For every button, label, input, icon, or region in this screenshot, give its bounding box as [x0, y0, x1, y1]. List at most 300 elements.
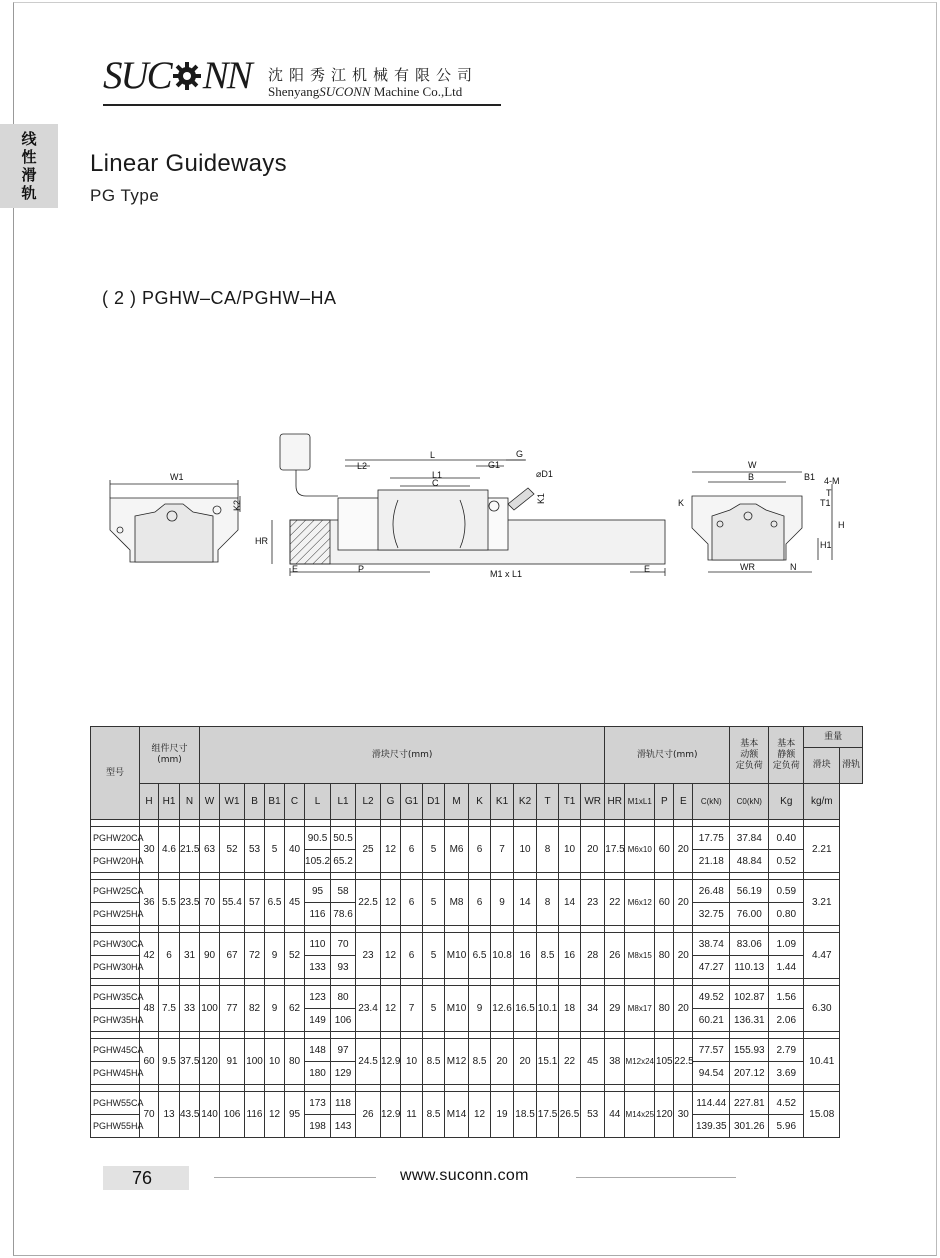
label-k2: K2: [232, 499, 242, 511]
table-cell: 1.09: [769, 933, 804, 956]
label-l1: L1: [432, 470, 443, 480]
column-header: T1: [559, 784, 581, 820]
table-cell: 102.87: [730, 986, 769, 1009]
table-cell: 110: [305, 933, 331, 956]
table-cell: 77: [220, 986, 245, 1032]
label-k1: K1: [536, 492, 546, 504]
sidebar-char: 性: [21, 148, 37, 166]
table-cell: 95: [305, 880, 331, 903]
table-cell: 9.5: [159, 1039, 180, 1085]
column-header: B1: [265, 784, 285, 820]
table-cell: M6x10: [625, 827, 655, 873]
table-row: [91, 1092, 863, 1115]
table-cell: 17.5: [537, 1092, 559, 1138]
table-cell: 50.5: [331, 827, 356, 850]
label-c: C: [432, 478, 439, 488]
table-cell: 22: [559, 1039, 581, 1085]
label-e-right: E: [644, 564, 651, 574]
table-cell: 37.84: [730, 827, 769, 850]
table-cell: 6: [469, 827, 491, 873]
table-cell: 40: [285, 827, 305, 873]
logo-underline: [103, 104, 501, 106]
footer-rule-right: [576, 1177, 736, 1178]
header-weight-block: 滑块: [804, 748, 840, 784]
table-cell: 19: [491, 1092, 514, 1138]
label-b1: B1: [804, 472, 816, 482]
table-cell: 42: [140, 933, 159, 979]
table-cell: 118: [331, 1092, 356, 1115]
table-cell: 10.8: [491, 933, 514, 979]
table-cell: 5: [423, 880, 445, 926]
table-cell: 17.5: [605, 827, 625, 873]
label-l2: L2: [357, 461, 368, 471]
table-cell: 12: [381, 880, 401, 926]
table-cell: 9: [491, 880, 514, 926]
table-cell: 60: [655, 880, 674, 926]
table-cell: 78.6: [331, 903, 356, 926]
table-cell: 33: [180, 986, 200, 1032]
table-cell: 77.57: [693, 1039, 730, 1062]
table-cell: 173: [305, 1092, 331, 1115]
model-cell: PGHW45CA: [91, 1039, 140, 1062]
table-cell: 23: [581, 880, 605, 926]
column-header: K: [469, 784, 491, 820]
column-header: D1: [423, 784, 445, 820]
table-cell: 20: [581, 827, 605, 873]
table-cell: M10: [445, 986, 469, 1032]
spec-table: [90, 726, 863, 1138]
column-header: L2: [356, 784, 381, 820]
table-cell: 6: [469, 880, 491, 926]
table-cell: 20: [491, 1039, 514, 1085]
table-cell: 32.75: [693, 903, 730, 926]
table-cell: 30: [674, 1092, 693, 1138]
table-cell: 20: [674, 933, 693, 979]
header-static-load: 基本 静额 定负荷: [769, 727, 804, 784]
page-title: Linear Guideways: [90, 150, 287, 177]
table-cell: 36: [140, 880, 159, 926]
table-cell: 53: [581, 1092, 605, 1138]
table-cell: 0.52: [769, 850, 804, 873]
table-cell: 80: [331, 986, 356, 1009]
table-cell: 76.00: [730, 903, 769, 926]
label-h: H: [838, 520, 845, 530]
table-cell: 15.08: [804, 1092, 840, 1138]
table-cell: M8x17: [625, 986, 655, 1032]
header-group-rail: 滑轨尺寸(mm): [605, 727, 730, 784]
table-cell: 34: [581, 986, 605, 1032]
footer-rule-left: [214, 1177, 376, 1178]
table-cell: 49.52: [693, 986, 730, 1009]
table-cell: 4.6: [159, 827, 180, 873]
header-group-weight: 重量: [804, 727, 863, 748]
table-cell: 14: [514, 880, 537, 926]
table-row: [91, 1039, 863, 1062]
table-cell: 7: [491, 827, 514, 873]
table-cell: 12: [381, 827, 401, 873]
table-cell: 4.52: [769, 1092, 804, 1115]
table-cell: 20: [674, 986, 693, 1032]
column-header: E: [674, 784, 693, 820]
table-cell: 12: [265, 1092, 285, 1138]
end-view-right: [692, 472, 832, 572]
table-cell: 83.06: [730, 933, 769, 956]
table-cell: 48.84: [730, 850, 769, 873]
table-row: [91, 986, 863, 1009]
table-cell: 38.74: [693, 933, 730, 956]
company-en-brand: SUCONN: [319, 84, 371, 99]
column-header: N: [180, 784, 200, 820]
model-cell: PGHW35CA: [91, 986, 140, 1009]
table-cell: 12: [469, 1092, 491, 1138]
label-m1l1: M1 x L1: [490, 569, 523, 579]
table-cell: 9: [265, 986, 285, 1032]
table-cell: 6: [401, 933, 423, 979]
label-4m: 4-M: [824, 476, 840, 486]
column-header: G: [381, 784, 401, 820]
company-name-cn: 沈阳秀江机械有限公司: [268, 66, 479, 84]
table-cell: 227.81: [730, 1092, 769, 1115]
table-cell: 20: [674, 827, 693, 873]
table-cell: 45: [581, 1039, 605, 1085]
table-cell: 93: [331, 956, 356, 979]
table-cell: 7.5: [159, 986, 180, 1032]
table-cell: 10: [514, 827, 537, 873]
table-cell: 2.06: [769, 1009, 804, 1032]
model-cell: PGHW20HA: [91, 850, 140, 873]
table-cell: 116: [305, 903, 331, 926]
label-w1: W1: [170, 472, 184, 482]
table-cell: 90: [200, 933, 220, 979]
table-cell: 12: [381, 986, 401, 1032]
table-cell: 6: [401, 880, 423, 926]
table-cell: M6: [445, 827, 469, 873]
table-cell: 20: [674, 880, 693, 926]
table-cell: 26.48: [693, 880, 730, 903]
table-cell: 22.5: [674, 1039, 693, 1085]
table-cell: 25: [356, 827, 381, 873]
table-cell: 114.44: [693, 1092, 730, 1115]
table-cell: 1.44: [769, 956, 804, 979]
column-header: W: [200, 784, 220, 820]
column-header: C0(kN): [730, 784, 769, 820]
label-n: N: [790, 562, 797, 572]
table-cell: 12.6: [491, 986, 514, 1032]
column-header: G1: [401, 784, 423, 820]
table-cell: 10: [401, 1039, 423, 1085]
table-cell: 80: [655, 933, 674, 979]
column-header: HR: [605, 784, 625, 820]
table-cell: 105: [655, 1039, 674, 1085]
table-cell: 18: [559, 986, 581, 1032]
table-cell: 106: [220, 1092, 245, 1138]
table-cell: 8: [537, 827, 559, 873]
table-cell: 180: [305, 1062, 331, 1085]
table-cell: 70: [200, 880, 220, 926]
table-row: [91, 827, 863, 850]
table-cell: 301.26: [730, 1115, 769, 1138]
model-cell: PGHW55HA: [91, 1115, 140, 1138]
table-cell: 14: [559, 880, 581, 926]
table-cell: 12: [381, 933, 401, 979]
label-l: L: [430, 450, 436, 460]
table-cell: 48: [140, 986, 159, 1032]
table-cell: 28: [581, 933, 605, 979]
table-cell: 58: [331, 880, 356, 903]
table-cell: 13: [159, 1092, 180, 1138]
table-cell: 26.5: [559, 1092, 581, 1138]
model-cell: PGHW55CA: [91, 1092, 140, 1115]
label-d1: ⌀D1: [536, 469, 553, 479]
header-group-assembly: 组件尺寸 (mm): [140, 727, 200, 784]
column-header: K1: [491, 784, 514, 820]
table-cell: M14x25: [625, 1092, 655, 1138]
table-cell: 80: [655, 986, 674, 1032]
table-cell: 67: [220, 933, 245, 979]
label-b: B: [748, 472, 755, 482]
header-group-block: 滑块尺寸(mm): [200, 727, 605, 784]
table-cell: 57: [245, 880, 265, 926]
table-cell: 11: [401, 1092, 423, 1138]
table-cell: 133: [305, 956, 331, 979]
sidebar-category-tab: [0, 124, 58, 208]
table-cell: 29: [605, 986, 625, 1032]
header-model: 型号: [91, 727, 140, 820]
table-cell: 18.5: [514, 1092, 537, 1138]
table-cell: 0.59: [769, 880, 804, 903]
model-cell: PGHW20CA: [91, 827, 140, 850]
table-cell: 207.12: [730, 1062, 769, 1085]
table-cell: 21.5: [180, 827, 200, 873]
table-cell: 52: [285, 933, 305, 979]
table-cell: 5: [423, 827, 445, 873]
table-cell: 15.1: [537, 1039, 559, 1085]
table-cell: 22: [605, 880, 625, 926]
table-cell: 1.56: [769, 986, 804, 1009]
table-cell: 24.5: [356, 1039, 381, 1085]
column-header: C(kN): [693, 784, 730, 820]
table-cell: 5: [423, 933, 445, 979]
table-cell: 5: [423, 986, 445, 1032]
table-cell: 44: [605, 1092, 625, 1138]
table-cell: 26: [605, 933, 625, 979]
label-h1: H1: [820, 540, 832, 550]
table-cell: 120: [655, 1092, 674, 1138]
column-header: kg/m: [804, 784, 840, 820]
column-header: K2: [514, 784, 537, 820]
table-cell: 100: [200, 986, 220, 1032]
table-cell: 0.80: [769, 903, 804, 926]
table-cell: 37.5: [180, 1039, 200, 1085]
label-w: W: [748, 460, 757, 470]
table-cell: 82: [245, 986, 265, 1032]
section-heading: ( 2 ) PGHW–CA/PGHW–HA: [102, 288, 337, 308]
table-cell: 6.5: [265, 880, 285, 926]
table-cell: 8.5: [423, 1092, 445, 1138]
table-cell: 20: [514, 1039, 537, 1085]
guideway-drawing: [100, 420, 860, 590]
company-en-prefix: Shenyang: [268, 84, 320, 99]
label-hr: HR: [255, 536, 268, 546]
table-cell: 9: [469, 986, 491, 1032]
table-cell: 110.13: [730, 956, 769, 979]
sidebar-char: 轨: [21, 184, 37, 202]
table-cell: 30: [140, 827, 159, 873]
column-header: H1: [159, 784, 180, 820]
logo-text-left: SUC: [103, 54, 171, 97]
table-cell: 0.40: [769, 827, 804, 850]
table-cell: 91: [220, 1039, 245, 1085]
table-cell: 8: [537, 880, 559, 926]
table-cell: 16.5: [514, 986, 537, 1032]
column-header: Kg: [769, 784, 804, 820]
model-cell: PGHW30HA: [91, 956, 140, 979]
label-g1: G1: [488, 460, 501, 470]
table-cell: 65.2: [331, 850, 356, 873]
table-cell: 116: [245, 1092, 265, 1138]
table-cell: 3.69: [769, 1062, 804, 1085]
company-name-en: [268, 84, 462, 100]
end-view-left: [110, 480, 240, 562]
column-header: L: [305, 784, 331, 820]
column-header: C: [285, 784, 305, 820]
table-cell: 23: [356, 933, 381, 979]
table-cell: 31: [180, 933, 200, 979]
table-cell: 129: [331, 1062, 356, 1085]
column-header: M1xL1: [625, 784, 655, 820]
table-cell: M14: [445, 1092, 469, 1138]
table-cell: 6: [401, 827, 423, 873]
table-cell: 60: [140, 1039, 159, 1085]
table-cell: 148: [305, 1039, 331, 1062]
table-cell: 6: [159, 933, 180, 979]
table-cell: 143: [331, 1115, 356, 1138]
company-logo: [103, 56, 251, 99]
table-cell: 70: [140, 1092, 159, 1138]
label-g: G: [516, 449, 524, 459]
table-cell: 9: [265, 933, 285, 979]
table-cell: 12.9: [381, 1039, 401, 1085]
table-cell: 43.5: [180, 1092, 200, 1138]
table-cell: 105.2: [305, 850, 331, 873]
table-cell: 4.47: [804, 933, 840, 979]
table-cell: 63: [200, 827, 220, 873]
table-cell: M12: [445, 1039, 469, 1085]
table-cell: M6x12: [625, 880, 655, 926]
table-cell: 5.5: [159, 880, 180, 926]
table-cell: 12.9: [381, 1092, 401, 1138]
table-cell: 2.21: [804, 827, 840, 873]
company-en-suffix: Machine Co.,Ltd: [373, 84, 463, 99]
column-header: M: [445, 784, 469, 820]
gear-icon: [172, 59, 202, 99]
side-view: [272, 434, 665, 576]
column-header: L1: [331, 784, 356, 820]
table-cell: 8.5: [469, 1039, 491, 1085]
column-header: T: [537, 784, 559, 820]
table-cell: 23.4: [356, 986, 381, 1032]
label-k: K: [678, 498, 685, 508]
column-header: WR: [581, 784, 605, 820]
table-cell: 136.31: [730, 1009, 769, 1032]
model-cell: PGHW45HA: [91, 1062, 140, 1085]
footer-url[interactable]: www.suconn.com: [400, 1167, 529, 1184]
table-cell: 3.21: [804, 880, 840, 926]
column-header: P: [655, 784, 674, 820]
table-cell: 10: [265, 1039, 285, 1085]
table-cell: M10: [445, 933, 469, 979]
table-cell: 52: [220, 827, 245, 873]
table-cell: 21.18: [693, 850, 730, 873]
table-row: [91, 880, 863, 903]
table-cell: 7: [401, 986, 423, 1032]
table-cell: 53: [245, 827, 265, 873]
table-cell: 10: [559, 827, 581, 873]
table-cell: 120: [200, 1039, 220, 1085]
table-cell: 47.27: [693, 956, 730, 979]
column-header: H: [140, 784, 159, 820]
model-cell: PGHW25CA: [91, 880, 140, 903]
table-cell: 97: [331, 1039, 356, 1062]
header-dynamic-load: 基本 动额 定负荷: [730, 727, 769, 784]
table-cell: 60: [655, 827, 674, 873]
table-cell: 55.4: [220, 880, 245, 926]
table-cell: 95: [285, 1092, 305, 1138]
table-cell: 5: [265, 827, 285, 873]
page-subtitle: PG Type: [90, 186, 160, 205]
table-row: [91, 933, 863, 956]
logo-text-right: NN: [202, 54, 251, 97]
table-cell: 6.30: [804, 986, 840, 1032]
table-cell: 62: [285, 986, 305, 1032]
table-cell: 106: [331, 1009, 356, 1032]
model-cell: PGHW35HA: [91, 1009, 140, 1032]
table-cell: 80: [285, 1039, 305, 1085]
table-cell: 10.1: [537, 986, 559, 1032]
table-cell: 45: [285, 880, 305, 926]
table-cell: 38: [605, 1039, 625, 1085]
table-cell: 10.41: [804, 1039, 840, 1085]
table-cell: 56.19: [730, 880, 769, 903]
table-cell: 16: [514, 933, 537, 979]
table-cell: 149: [305, 1009, 331, 1032]
table-cell: 90.5: [305, 827, 331, 850]
table-cell: 123: [305, 986, 331, 1009]
table-cell: 2.79: [769, 1039, 804, 1062]
column-header: W1: [220, 784, 245, 820]
table-cell: 70: [331, 933, 356, 956]
table-cell: 72: [245, 933, 265, 979]
label-p: P: [358, 564, 365, 574]
table-cell: 8.5: [423, 1039, 445, 1085]
sidebar-char: 线: [21, 130, 37, 148]
model-cell: PGHW25HA: [91, 903, 140, 926]
table-cell: 26: [356, 1092, 381, 1138]
table-cell: 23.5: [180, 880, 200, 926]
label-wr: WR: [740, 562, 755, 572]
header-weight-rail: 滑轨: [840, 748, 863, 784]
table-cell: 140: [200, 1092, 220, 1138]
label-e-left: E: [292, 564, 299, 574]
table-cell: 100: [245, 1039, 265, 1085]
table-cell: 16: [559, 933, 581, 979]
page-number: 76: [132, 1168, 153, 1188]
table-cell: 6.5: [469, 933, 491, 979]
model-cell: PGHW30CA: [91, 933, 140, 956]
table-cell: M8x15: [625, 933, 655, 979]
sidebar-char: 滑: [21, 166, 37, 184]
table-cell: 139.35: [693, 1115, 730, 1138]
